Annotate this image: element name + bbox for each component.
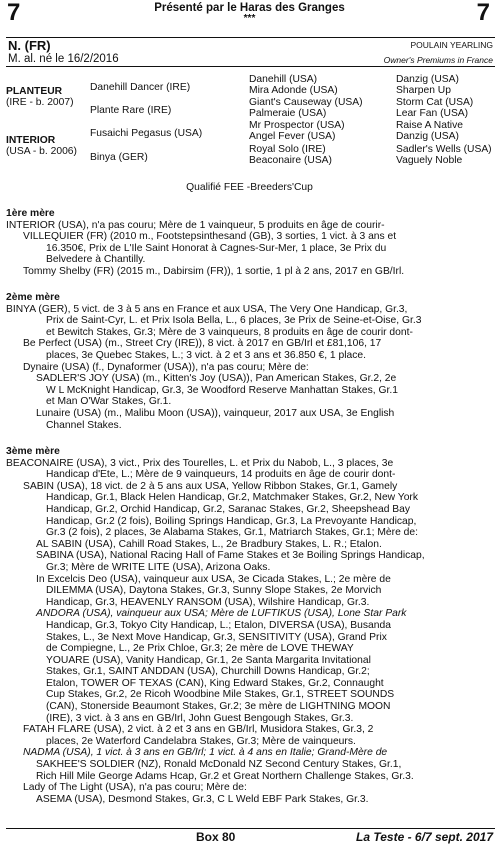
third-dam-line: Stakes, L., 3e Next Move Handicap, Gr.3, SENSITIVITY (USA), Grand Prix	[46, 631, 387, 643]
pedigree-table	[6, 72, 495, 174]
third-dam-line: Etalon, TOWER OF TEXAS (CAN), King Edward Stakes, Gr.2, Connaught	[46, 677, 384, 689]
third-dam-line: places, 2e Waterford Candelabra Stakes, Gr.3; Mère de vainqueurs.	[46, 735, 356, 747]
third-dam-line: In Excelcis Deo (USA), vainqueur aux USA, 3e Cicada Stakes, L.; 2e mère de	[36, 573, 391, 585]
second-dam-line: Be Perfect (USA) (m., Street Cry (IRE)), 8 vict. à 2017 en GB/Irl et £81,106, 17	[23, 338, 382, 350]
third-dam-line: SABINA (USA), National Racing Hall of Fame Stakes et 3e Boiling Springs Handicap,	[36, 550, 425, 562]
dam-info: (USA - b. 2006)	[6, 146, 77, 157]
second-dam-line: BINYA (GER), 5 vict. de 3 à 5 ans en France et aux USA, The Very One Handicap, Gr.3,	[6, 303, 408, 315]
second-dam-line: W L McKnight Handicap, Gr.3, 3e Woodford Reserve Manhattan Stakes, Gr.1	[46, 384, 398, 396]
gggen-8: Vaguely Noble	[396, 155, 463, 166]
dam-name: INTERIOR	[6, 135, 56, 146]
third-dam-line: Rich Hill Mile George Adams Hcap, Gr.2 et Great Northern Challenge Stakes, Gr.3.	[36, 770, 414, 782]
gggen-2: Sharpen Up	[396, 85, 451, 96]
third-dam-line: FATAH FLARE (USA), 2 vict. à 2 et 3 ans en GB/Irl, Musidora Stakes, Gr.3, 2	[23, 724, 374, 736]
owners-premiums: Owner's Premiums in France	[383, 55, 493, 65]
ggen-7: Royal Solo (IRE)	[249, 144, 326, 155]
gggen-5: Raise A Native	[396, 120, 463, 131]
horse-name: N. (FR)	[8, 38, 51, 53]
third-dam-line: Handicap d'Ete, L.; Mère de 9 vainqueurs, 14 produits en âge de courir dont-	[46, 469, 396, 481]
third-dam-line: (IRE), 3 vict. à 3 ans en GB/Irl, John Guest Bengough Stakes, Gr.3.	[46, 712, 354, 724]
second-dam-line: Channel Stakes.	[46, 419, 122, 431]
third-dam-heading: 3ème mère	[6, 446, 60, 457]
lot-number-left: 7	[7, 0, 21, 26]
ggen-1: Danehill (USA)	[249, 74, 318, 85]
third-dam-line: ANDORA (USA), vainqueur aux USA; Mère de LUFTIKUS (USA), Lone Star Park	[36, 608, 407, 620]
first-dam-line: VILLEQUIER (FR) (2010 m., Footstepsinthesand (GB), 3 sorties, 1 vict. à 3 ans et	[23, 231, 397, 243]
third-dam-line: Handicap, Gr.2, Orchid Handicap, Gr.2, Saranac Stakes, Gr.2, Sheepshead Bay	[46, 503, 411, 515]
second-dam-line: places, 3e Quebec Stakes, L.; 3 vict. à 2 et 3 ans et 36.850 €, 1 place.	[46, 349, 366, 361]
third-dam-line: Cup Stakes, Gr.2, 2e Ricoh Woodbine Mile Stakes, Gr.1, STREET SOUNDS	[46, 689, 395, 701]
second-dam-line: Prix de Saint-Cyr, L. et Prix Isola Bella, L., 6 places, 3e Prix de Seine-et-Oise, Gr.3	[46, 315, 422, 327]
second-dam-heading: 2ème mère	[6, 292, 60, 303]
horse-category: POULAIN YEARLING	[410, 40, 493, 50]
ggen-3: Giant's Causeway (USA)	[249, 97, 363, 108]
second-dam-section	[6, 292, 495, 431]
third-dam-line: NADMA (USA), 1 vict. à 3 ans en GB/Irl; 1 vict. à 4 ans en Italie; Grand-Mère de	[23, 747, 388, 759]
stars: ***	[243, 13, 256, 24]
ggen-6: Angel Fever (USA)	[249, 131, 336, 142]
third-dam-line: Handicap, Gr.3, HEAVENLY RANSOM (USA), Wilshire Handicap, Gr.3.	[46, 596, 370, 608]
third-dam-line: Stakes, Gr.1, SAINT ANDDAN (USA), Churchill Downs Handicap, Gr.2;	[46, 666, 370, 678]
first-dam-line: 16.350€, Prix de L'Ile Saint Honorat à Cagnes-Sur-Mer, 1 place, 3e Prix du	[46, 242, 387, 254]
third-dam-line: Gr.3 (2 fois), 2 places, 3e Alabama Stakes, Gr.1, Matriarch Stakes, Gr.1; Mère de:	[46, 527, 418, 539]
third-dam-line: Handicap, Gr.1, Black Helen Handicap, Gr.2, Matchmaker Stakes, Gr.2, New York	[46, 492, 419, 504]
third-dam-line: DILEMMA (USA), Daytona Stakes, Gr.3, Sunny Slope Stakes, 2e Morvich	[46, 585, 382, 597]
third-dam-line: SAKHEE'S SOLDIER (NZ), Ronald McDonald NZ Second Century Stakes, Gr.1,	[36, 759, 402, 771]
sire-info: (IRE - b. 2007)	[6, 97, 74, 108]
grandsire-2: Fusaichi Pegasus (USA)	[90, 128, 203, 139]
third-dam-section	[6, 446, 495, 805]
lot-number-right: 7	[476, 0, 490, 26]
gggen-1: Danzig (USA)	[396, 74, 459, 85]
first-dam-line: Belvedere à Chantilly.	[46, 254, 146, 266]
ggen-5: Mr Prospector (USA)	[249, 120, 345, 131]
gggen-4: Lear Fan (USA)	[396, 108, 469, 119]
ggen-8: Beaconaire (USA)	[249, 155, 332, 166]
ggen-2: Mira Adonde (USA)	[249, 85, 338, 96]
third-dam-line: SABIN (USA), 18 vict. de 2 à 5 ans aux USA, Yellow Ribbon Stakes, Gr.1, Gamely	[23, 480, 398, 492]
consignor-title: Présenté par le Haras des Granges	[154, 2, 345, 14]
third-dam-line: (CAN), Stonerside Beaumont Stakes, Gr.2; 3e mère de LIGHTNING MOON	[46, 701, 391, 713]
second-dam-line: SADLER'S JOY (USA) (m., Kitten's Joy (USA)), Pan American Stakes, Gr.2, 2e	[36, 373, 397, 385]
third-dam-line: Handicap, Gr.2 (2 fois), Boiling Springs Handicap, Gr.3, La Prevoyante Handicap,	[46, 515, 417, 527]
third-dam-line: Lady of The Light (USA), n'a pas couru; Mère de:	[23, 782, 247, 794]
gggen-6: Danzig (USA)	[396, 131, 459, 142]
second-dam-line: Lunaire (USA) (m., Malibu Moon (USA)), vainqueur, 2017 aux USA, 3e English	[36, 407, 395, 419]
box-number: Box 80	[196, 830, 236, 844]
first-dam-heading: 1ère mère	[6, 208, 55, 219]
gggen-7: Sadler's Wells (USA)	[396, 144, 492, 155]
sire-name: PLANTEUR	[6, 86, 63, 97]
sale-place-date: La Teste - 6/7 sept. 2017	[356, 830, 493, 844]
horse-id-box	[6, 37, 495, 67]
horse-birth: M. al. né le 16/2/2016	[8, 53, 119, 65]
third-dam-line: Handicap, Gr.3, Tokyo City Handicap, L.; Etalon, DIVERSA (USA), Busanda	[46, 619, 391, 631]
second-dam-line: et Man O'War Stakes, Gr.1.	[46, 396, 172, 408]
third-dam-line: AL SABIN (USA), Cahill Road Stakes, L., 2e Bradbury Stakes, L. R.; Etalon.	[36, 538, 382, 550]
first-dam-line: Tommy Shelby (FR) (2015 m., Dabirsim (FR)), 1 sortie, 1 pl à 2 ans, 2017 en GB/Irl.	[23, 265, 405, 277]
third-dam-line: BEACONAIRE (USA), 3 vict., Prix des Tourelles, L. et Prix du Nabob, L., 3 places, 3e	[6, 457, 394, 469]
granddam-2: Binya (GER)	[90, 152, 148, 163]
third-dam-line: YOUARE (USA), Vanity Handicap, Gr.1, 2e Santa Margarita Invitational	[46, 654, 371, 666]
ggen-4: Palmeraie (USA)	[249, 108, 327, 119]
gggen-3: Storm Cat (USA)	[396, 97, 474, 108]
first-dam-line: INTERIOR (USA), n'a pas couru; Mère de 1 vainqueur, 5 produits en âge de courir-	[6, 219, 385, 231]
third-dam-line: ASEMA (USA), Desmond Stakes, Gr.3, C L Weld EBF Park Stakes, Gr.3.	[36, 793, 369, 805]
third-dam-line: de Compiegne, L., 2e Prix Chloe, Gr.3; 2e mère de LOVE THEWAY	[46, 643, 354, 655]
grandsire-1: Danehill Dancer (IRE)	[90, 82, 191, 93]
first-dam-section	[6, 208, 495, 278]
footer	[6, 828, 495, 846]
second-dam-line: Dynaire (USA) (f., Dynaformer (USA)), n'a pas couru; Mère de:	[23, 361, 309, 373]
qualification: Qualifié FEE -Breeders'Cup	[186, 182, 313, 193]
second-dam-line: et Bewitch Stakes, Gr.3; Mère de 3 vainqueurs, 8 produits en âge de courir dont-	[46, 326, 413, 338]
third-dam-line: Gr.3; Mère de WRITE LITE (USA), Arizona Oaks.	[46, 561, 271, 573]
granddam-1: Plante Rare (IRE)	[90, 105, 172, 116]
